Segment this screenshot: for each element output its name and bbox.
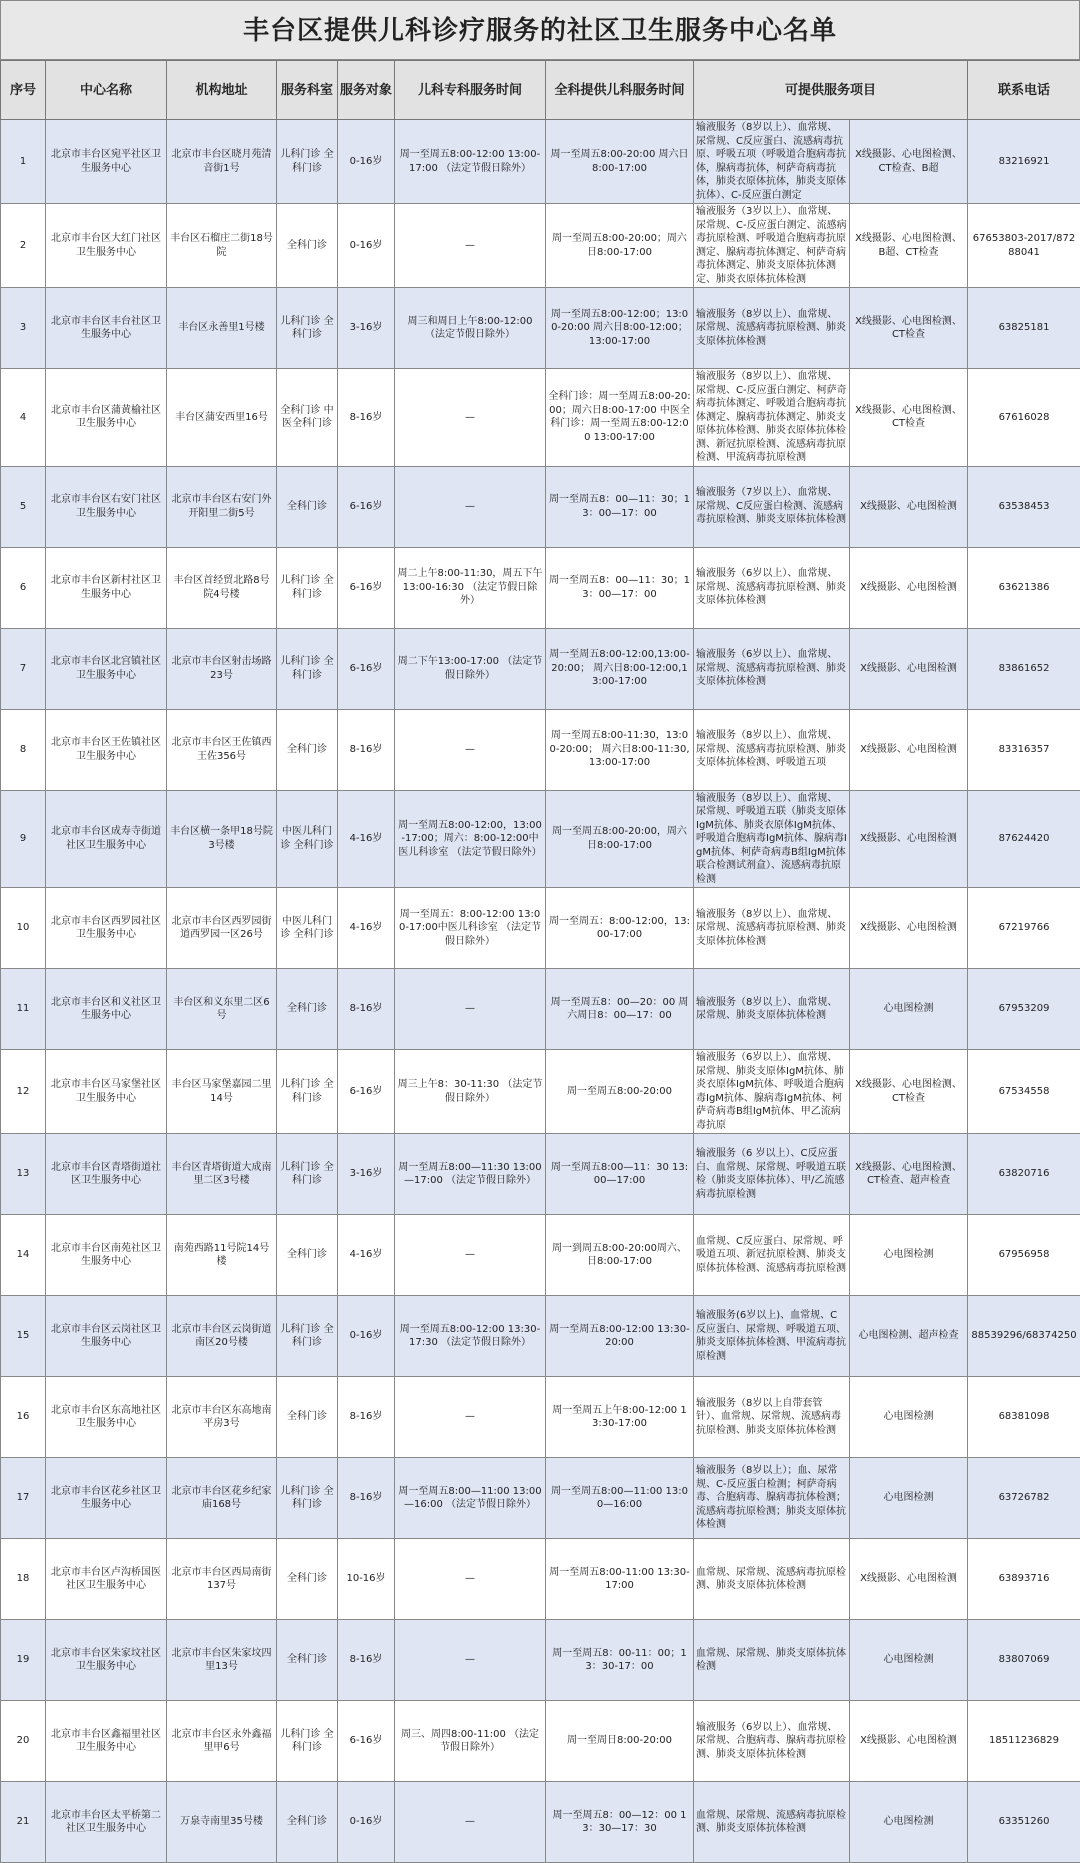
general-hours-cell: 周一至周五8：00—11：30；13：00—17：00 bbox=[546, 547, 694, 628]
phone-cell: 83807069 bbox=[968, 1620, 1080, 1701]
department-cell: 全科门诊 bbox=[277, 709, 338, 790]
service-items-cell: 输液服务（8岁以上自带套管针）、血常规、尿常规、流感病毒抗原检测、肺炎支原体抗体检测 bbox=[694, 1377, 850, 1458]
index-cell: 18 bbox=[1, 1539, 46, 1620]
equipment-cell: X线摄影、心电图检测、B超、CT检查 bbox=[850, 204, 968, 288]
department-cell: 儿科门诊 全科门诊 bbox=[277, 1701, 338, 1782]
index-cell: 7 bbox=[1, 628, 46, 709]
general-hours-cell: 周一至周五8:00-12:00 13:30-20:00 bbox=[546, 1296, 694, 1377]
address-cell: 丰台区蒲安西里16号 bbox=[167, 369, 277, 467]
address-cell: 丰台区永善里1号楼 bbox=[167, 288, 277, 369]
equipment-cell: X线摄影、心电图检测、CT检查 bbox=[850, 369, 968, 467]
clinic-table bbox=[0, 60, 1080, 1863]
header-cell: 全科提供儿科服务时间 bbox=[546, 61, 694, 120]
table-row bbox=[1, 888, 1080, 969]
age-range-cell: 8-16岁 bbox=[338, 1377, 395, 1458]
phone-cell: 67953209 bbox=[968, 969, 1080, 1050]
equipment-cell: X线摄影、心电图检测 bbox=[850, 790, 968, 888]
general-hours-cell: 周一到周五8:00-20:00周六、日8:00-17:00 bbox=[546, 1215, 694, 1296]
address-cell: 北京市丰台区永外鑫福里甲6号 bbox=[167, 1701, 277, 1782]
table-row bbox=[1, 369, 1080, 467]
center-name-cell: 北京市丰台区宛平社区卫生服务中心 bbox=[46, 120, 167, 204]
pediatric-hours-cell: 周一至周五8:00—11:30 13:00—17:00 （法定节假日除外） bbox=[395, 1134, 546, 1215]
address-cell: 丰台区首经贸北路8号院4号楼 bbox=[167, 547, 277, 628]
general-hours-cell: 周一至周五8:00—11:00 13:00—16:00 bbox=[546, 1458, 694, 1539]
table-row bbox=[1, 466, 1080, 547]
table-row bbox=[1, 1782, 1080, 1863]
age-range-cell: 8-16岁 bbox=[338, 1458, 395, 1539]
address-cell: 万泉寺南里35号楼 bbox=[167, 1782, 277, 1863]
phone-cell: 67534558 bbox=[968, 1050, 1080, 1134]
address-cell: 丰台区石榴庄二街18号院 bbox=[167, 204, 277, 288]
pediatric-hours-cell: — bbox=[395, 1215, 546, 1296]
service-items-cell: 输液服务（8岁以上）、血常规、尿常规、肺炎支原体抗体检测 bbox=[694, 969, 850, 1050]
pediatric-hours-cell: — bbox=[395, 204, 546, 288]
table-row bbox=[1, 1050, 1080, 1134]
page-title: 丰台区提供儿科诊疗服务的社区卫生服务中心名单 bbox=[0, 0, 1080, 60]
phone-cell: 87624420 bbox=[968, 790, 1080, 888]
index-cell: 17 bbox=[1, 1458, 46, 1539]
department-cell: 儿科门诊 全科门诊 bbox=[277, 1050, 338, 1134]
department-cell: 全科门诊 bbox=[277, 1215, 338, 1296]
header-cell: 机构地址 bbox=[167, 61, 277, 120]
pediatric-hours-cell: 周一至周五8:00-12:00，13:00-17:00；周六：8:00-12:00中医儿科诊室 （法定节假日除外） bbox=[395, 790, 546, 888]
phone-cell: 63538453 bbox=[968, 466, 1080, 547]
pediatric-hours-cell: 周三、周四8:00-11:00 （法定节假日除外） bbox=[395, 1701, 546, 1782]
index-cell: 12 bbox=[1, 1050, 46, 1134]
index-cell: 4 bbox=[1, 369, 46, 467]
equipment-cell: 心电图检测 bbox=[850, 1782, 968, 1863]
general-hours-cell: 周一至周五8:00-11:30，13:00-20:00； 周六日8:00-11:30,13:00-17:00 bbox=[546, 709, 694, 790]
service-items-cell: 输液服务（8岁以上）、血常规、尿常规、C反应蛋白、流感病毒抗原、呼吸五项（呼吸道合胞病毒抗体，腺病毒抗体，柯萨奇病毒抗体，肺炎衣原体抗体，肺炎支原体抗体）、C-反应蛋白测定 bbox=[694, 120, 850, 204]
equipment-cell: X线摄影、心电图检测 bbox=[850, 1701, 968, 1782]
general-hours-cell: 周一至周五8:00—11：30 13:00—17:00 bbox=[546, 1134, 694, 1215]
center-name-cell: 北京市丰台区西罗园社区卫生服务中心 bbox=[46, 888, 167, 969]
phone-cell: 63820716 bbox=[968, 1134, 1080, 1215]
department-cell: 中医儿科门诊 全科门诊 bbox=[277, 888, 338, 969]
department-cell: 全科门诊 bbox=[277, 969, 338, 1050]
general-hours-cell: 周一至周五8：00—20：00 周六周日8：00—17：00 bbox=[546, 969, 694, 1050]
center-name-cell: 北京市丰台区朱家坟社区卫生服务中心 bbox=[46, 1620, 167, 1701]
table-row bbox=[1, 1620, 1080, 1701]
department-cell: 全科门诊 bbox=[277, 204, 338, 288]
general-hours-cell: 周一至周五8:00-20:00 bbox=[546, 1050, 694, 1134]
department-cell: 儿科门诊 全科门诊 bbox=[277, 120, 338, 204]
table-row bbox=[1, 790, 1080, 888]
address-cell: 北京市丰台区王佐镇西王佐356号 bbox=[167, 709, 277, 790]
index-cell: 13 bbox=[1, 1134, 46, 1215]
age-range-cell: 8-16岁 bbox=[338, 1620, 395, 1701]
phone-cell: 63825181 bbox=[968, 288, 1080, 369]
pediatric-hours-cell: 周一至周五8:00-12:00 13:00-17:00 （法定节假日除外） bbox=[395, 120, 546, 204]
age-range-cell: 0-16岁 bbox=[338, 204, 395, 288]
table-row bbox=[1, 1377, 1080, 1458]
index-cell: 3 bbox=[1, 288, 46, 369]
center-name-cell: 北京市丰台区青塔街道社区卫生服务中心 bbox=[46, 1134, 167, 1215]
center-name-cell: 北京市丰台区蒲黄榆社区卫生服务中心 bbox=[46, 369, 167, 467]
phone-cell: 67219766 bbox=[968, 888, 1080, 969]
general-hours-cell: 周一至周五8:00-20:00 周六日8:00-17:00 bbox=[546, 120, 694, 204]
center-name-cell: 北京市丰台区成寿寺街道社区卫生服务中心 bbox=[46, 790, 167, 888]
general-hours-cell: 周一至周五：8:00-12:00，13:00-17:00 bbox=[546, 888, 694, 969]
phone-cell: 83316357 bbox=[968, 709, 1080, 790]
equipment-cell: 心电图检测 bbox=[850, 1377, 968, 1458]
age-range-cell: 6-16岁 bbox=[338, 466, 395, 547]
equipment-cell: 心电图检测 bbox=[850, 969, 968, 1050]
general-hours-cell: 周一至周日8:00-20:00 bbox=[546, 1701, 694, 1782]
service-items-cell: 血常规、C反应蛋白、尿常规、呼吸道五项、新冠抗原检测、肺炎支原体抗体检测、流感病毒抗原检测 bbox=[694, 1215, 850, 1296]
header-cell: 联系电话 bbox=[968, 61, 1080, 120]
age-range-cell: 4-16岁 bbox=[338, 888, 395, 969]
index-cell: 20 bbox=[1, 1701, 46, 1782]
index-cell: 16 bbox=[1, 1377, 46, 1458]
age-range-cell: 6-16岁 bbox=[338, 1701, 395, 1782]
index-cell: 14 bbox=[1, 1215, 46, 1296]
table-row bbox=[1, 1539, 1080, 1620]
age-range-cell: 8-16岁 bbox=[338, 969, 395, 1050]
center-name-cell: 北京市丰台区王佐镇社区卫生服务中心 bbox=[46, 709, 167, 790]
general-hours-cell: 周一至周五8:00-20:00；周六日8:00-17:00 bbox=[546, 204, 694, 288]
pediatric-hours-cell: — bbox=[395, 1782, 546, 1863]
pediatric-hours-cell: — bbox=[395, 1539, 546, 1620]
center-name-cell: 北京市丰台区南苑社区卫生服务中心 bbox=[46, 1215, 167, 1296]
pediatric-hours-cell: — bbox=[395, 709, 546, 790]
pediatric-hours-cell: 周一至周五：8:00-12:00 13:00-17:00中医儿科诊室 （法定节假日除外） bbox=[395, 888, 546, 969]
service-items-cell: 输液服务（8岁以上）、血常规、尿常规、流感病毒抗原检测、肺炎支原体抗体检测 bbox=[694, 288, 850, 369]
address-cell: 北京市丰台区西罗园街道西罗园一区26号 bbox=[167, 888, 277, 969]
pediatric-hours-cell: — bbox=[395, 1377, 546, 1458]
age-range-cell: 6-16岁 bbox=[338, 547, 395, 628]
service-items-cell: 输液服务（3岁以上）、血常规、尿常规、C-反应蛋白测定、流感病毒抗原检测、呼吸道合胞病毒抗原测定、腺病毒抗体测定、柯萨奇病毒抗体测定、肺炎支原体抗体测定、肺炎衣原体抗体检测 bbox=[694, 204, 850, 288]
equipment-cell: X线摄影、心电图检测 bbox=[850, 466, 968, 547]
pediatric-hours-cell: 周一至周五8:00-12:00 13:30-17:30 （法定节假日除外） bbox=[395, 1296, 546, 1377]
pediatric-hours-cell: 周三上午8：30-11:30 （法定节假日除外） bbox=[395, 1050, 546, 1134]
header-cell: 服务对象 bbox=[338, 61, 395, 120]
department-cell: 中医儿科门诊 全科门诊 bbox=[277, 790, 338, 888]
pediatric-hours-cell: 周二下午13:00-17:00 （法定节假日除外） bbox=[395, 628, 546, 709]
header-cell: 中心名称 bbox=[46, 61, 167, 120]
address-cell: 北京市丰台区射击场路23号 bbox=[167, 628, 277, 709]
department-cell: 儿科门诊 全科门诊 bbox=[277, 1296, 338, 1377]
equipment-cell: X线摄影、心电图检测、CT检查 bbox=[850, 288, 968, 369]
index-cell: 1 bbox=[1, 120, 46, 204]
phone-cell: 83216921 bbox=[968, 120, 1080, 204]
service-items-cell: 血常规、尿常规、肺炎支原体抗体检测 bbox=[694, 1620, 850, 1701]
center-name-cell: 北京市丰台区大红门社区卫生服务中心 bbox=[46, 204, 167, 288]
general-hours-cell: 周一至周五8：00—12：00 13：30—17：30 bbox=[546, 1782, 694, 1863]
age-range-cell: 3-16岁 bbox=[338, 288, 395, 369]
equipment-cell: X线摄影、心电图检测 bbox=[850, 1539, 968, 1620]
equipment-cell: 心电图检测 bbox=[850, 1620, 968, 1701]
equipment-cell: X线摄影、心电图检测 bbox=[850, 709, 968, 790]
service-items-cell: 输液服务（6岁以上）、血常规、尿常规、肺炎支原体IgM抗体、肺炎衣原体IgM抗体、呼吸道合胞病毒IgM抗体、腺病毒IgM抗体、柯萨奇病毒B组IgM抗体、甲乙流病毒抗原 bbox=[694, 1050, 850, 1134]
pediatric-hours-cell: 周二上午8:00-11:30，周五下午13:00-16:30 （法定节假日除外） bbox=[395, 547, 546, 628]
address-cell: 北京市丰台区右安门外开阳里二街5号 bbox=[167, 466, 277, 547]
table-row bbox=[1, 120, 1080, 204]
age-range-cell: 8-16岁 bbox=[338, 709, 395, 790]
age-range-cell: 3-16岁 bbox=[338, 1134, 395, 1215]
table-row bbox=[1, 628, 1080, 709]
phone-cell: 63726782 bbox=[968, 1458, 1080, 1539]
age-range-cell: 8-16岁 bbox=[338, 369, 395, 467]
pediatric-hours-cell: — bbox=[395, 466, 546, 547]
center-name-cell: 北京市丰台区马家堡社区卫生服务中心 bbox=[46, 1050, 167, 1134]
index-cell: 21 bbox=[1, 1782, 46, 1863]
phone-cell: 67956958 bbox=[968, 1215, 1080, 1296]
address-cell: 北京市丰台区西局南街137号 bbox=[167, 1539, 277, 1620]
center-name-cell: 北京市丰台区丰台社区卫生服务中心 bbox=[46, 288, 167, 369]
department-cell: 儿科门诊 全科门诊 bbox=[277, 547, 338, 628]
address-cell: 北京市丰台区云岗街道南区20号楼 bbox=[167, 1296, 277, 1377]
center-name-cell: 北京市丰台区卢沟桥国医社区卫生服务中心 bbox=[46, 1539, 167, 1620]
table-row bbox=[1, 709, 1080, 790]
department-cell: 全科门诊 中医全科门诊 bbox=[277, 369, 338, 467]
department-cell: 儿科门诊 全科门诊 bbox=[277, 1458, 338, 1539]
service-items-cell: 输液服务（6岁以上）、血常规、尿常规、流感病毒抗原检测、肺炎支原体抗体检测 bbox=[694, 547, 850, 628]
general-hours-cell: 周一至周五8：00-11：00；13：30-17：00 bbox=[546, 1620, 694, 1701]
center-name-cell: 北京市丰台区新村社区卫生服务中心 bbox=[46, 547, 167, 628]
index-cell: 9 bbox=[1, 790, 46, 888]
service-items-cell: 输液服务（6岁以上）、血常规、尿常规、流感病毒抗原检测、肺炎支原体抗体检测 bbox=[694, 628, 850, 709]
address-cell: 北京市丰台区晓月苑清音街1号 bbox=[167, 120, 277, 204]
age-range-cell: 6-16岁 bbox=[338, 1050, 395, 1134]
phone-cell: 83861652 bbox=[968, 628, 1080, 709]
table-row bbox=[1, 204, 1080, 288]
general-hours-cell: 周一至周五8:00-12:00；13:00-20:00 周六日8:00-12:00；13:00-17:00 bbox=[546, 288, 694, 369]
department-cell: 全科门诊 bbox=[277, 1782, 338, 1863]
address-cell: 南苑西路11号院14号楼 bbox=[167, 1215, 277, 1296]
index-cell: 19 bbox=[1, 1620, 46, 1701]
header-cell: 儿科专科服务时间 bbox=[395, 61, 546, 120]
service-items-cell: 输液服务（8岁以上）、血常规、尿常规、呼吸道五联（肺炎支原体IgM抗体、肺炎衣原体IgM抗体、呼吸道合胞病毒IgM抗体、腺病毒IgM抗体、柯萨奇病毒B组IgM抗体联合检测试剂盒）、流感病毒抗原检测 bbox=[694, 790, 850, 888]
center-name-cell: 北京市丰台区鑫福里社区卫生服务中心 bbox=[46, 1701, 167, 1782]
address-cell: 丰台区马家堡嘉园二里14号 bbox=[167, 1050, 277, 1134]
center-name-cell: 北京市丰台区右安门社区卫生服务中心 bbox=[46, 466, 167, 547]
equipment-cell: X线摄影、心电图检测 bbox=[850, 547, 968, 628]
department-cell: 儿科门诊 全科门诊 bbox=[277, 628, 338, 709]
index-cell: 15 bbox=[1, 1296, 46, 1377]
department-cell: 儿科门诊 全科门诊 bbox=[277, 288, 338, 369]
general-hours-cell: 周一至周五8：00—11：30；13：00—17：00 bbox=[546, 466, 694, 547]
header-row bbox=[1, 61, 1080, 120]
service-items-cell: 输液服务（7岁以上）、血常规、尿常规、C反应蛋白检测、流感病毒抗原检测、肺炎支原体抗体检测 bbox=[694, 466, 850, 547]
pediatric-hours-cell: — bbox=[395, 1620, 546, 1701]
header-cell: 服务科室 bbox=[277, 61, 338, 120]
phone-cell: 18511236829 bbox=[968, 1701, 1080, 1782]
equipment-cell: X线摄影、心电图检测、CT检查 bbox=[850, 1050, 968, 1134]
index-cell: 2 bbox=[1, 204, 46, 288]
phone-cell: 88539296/68374250 bbox=[968, 1296, 1080, 1377]
pediatric-hours-cell: — bbox=[395, 369, 546, 467]
department-cell: 全科门诊 bbox=[277, 1377, 338, 1458]
center-name-cell: 北京市丰台区北宫镇社区卫生服务中心 bbox=[46, 628, 167, 709]
index-cell: 8 bbox=[1, 709, 46, 790]
equipment-cell: 心电图检测、超声检查 bbox=[850, 1296, 968, 1377]
service-items-cell: 输液服务（8岁以上）、血常规、尿常规、C-反应蛋白测定、柯萨奇病毒抗体测定、呼吸道合胞病毒抗体测定、腺病毒抗体测定、肺炎支原体抗体检测、肺炎衣原体抗体检测、新冠抗原检测、流感病毒抗原检测、甲流病毒抗原检测 bbox=[694, 369, 850, 467]
center-name-cell: 北京市丰台区和义社区卫生服务中心 bbox=[46, 969, 167, 1050]
general-hours-cell: 周一至周五8:00-11:00 13:30-17:00 bbox=[546, 1539, 694, 1620]
phone-cell: 67653803-2017/87288041 bbox=[968, 204, 1080, 288]
table-row bbox=[1, 547, 1080, 628]
address-cell: 丰台区横一条甲18号院3号楼 bbox=[167, 790, 277, 888]
age-range-cell: 4-16岁 bbox=[338, 1215, 395, 1296]
age-range-cell: 0-16岁 bbox=[338, 1782, 395, 1863]
table-body bbox=[1, 120, 1080, 1863]
center-name-cell: 北京市丰台区太平桥第二社区卫生服务中心 bbox=[46, 1782, 167, 1863]
department-cell: 全科门诊 bbox=[277, 1620, 338, 1701]
center-name-cell: 北京市丰台区花乡社区卫生服务中心 bbox=[46, 1458, 167, 1539]
age-range-cell: 6-16岁 bbox=[338, 628, 395, 709]
age-range-cell: 0-16岁 bbox=[338, 1296, 395, 1377]
table-row bbox=[1, 1458, 1080, 1539]
header-cell: 序号 bbox=[1, 61, 46, 120]
service-items-cell: 输液服务（6 岁以上）、C反应蛋白、血常规、尿常规、呼吸道五联检（肺炎支原体抗体）、甲/乙流感病毒抗原检测 bbox=[694, 1134, 850, 1215]
service-items-cell: 血常规、尿常规、流感病毒抗原检测、肺炎支原体抗体检测 bbox=[694, 1539, 850, 1620]
pediatric-hours-cell: 周一至周五8:00—11:00 13:00—16:00 （法定节假日除外） bbox=[395, 1458, 546, 1539]
table-row bbox=[1, 1215, 1080, 1296]
service-items-cell: 输液服务(6岁以上)、血常规、C反应蛋白、尿常规、呼吸道五项、肺炎支原体抗体检测、甲流病毒抗原检测 bbox=[694, 1296, 850, 1377]
phone-cell: 63621386 bbox=[968, 547, 1080, 628]
equipment-cell: 心电图检测 bbox=[850, 1458, 968, 1539]
phone-cell: 63351260 bbox=[968, 1782, 1080, 1863]
department-cell: 全科门诊 bbox=[277, 466, 338, 547]
table-row bbox=[1, 1296, 1080, 1377]
age-range-cell: 4-16岁 bbox=[338, 790, 395, 888]
index-cell: 11 bbox=[1, 969, 46, 1050]
equipment-cell: X线摄影、心电图检测、CT检查、超声检查 bbox=[850, 1134, 968, 1215]
index-cell: 10 bbox=[1, 888, 46, 969]
equipment-cell: X线摄影、心电图检测 bbox=[850, 628, 968, 709]
pediatric-hours-cell: 周三和周日上午8:00-12:00 （法定节假日除外） bbox=[395, 288, 546, 369]
phone-cell: 63893716 bbox=[968, 1539, 1080, 1620]
service-items-cell: 输液服务（6岁以上）、血常规、尿常规、合胞病毒、腺病毒抗原检测、肺炎支原体抗体检测 bbox=[694, 1701, 850, 1782]
index-cell: 5 bbox=[1, 466, 46, 547]
general-hours-cell: 周一至周五8:00-20:00，周六日8:00-17:00 bbox=[546, 790, 694, 888]
department-cell: 全科门诊 bbox=[277, 1539, 338, 1620]
address-cell: 北京市丰台区朱家坟四里13号 bbox=[167, 1620, 277, 1701]
department-cell: 儿科门诊 全科门诊 bbox=[277, 1134, 338, 1215]
address-cell: 丰台区青塔街道大成南里二区3号楼 bbox=[167, 1134, 277, 1215]
age-range-cell: 0-16岁 bbox=[338, 120, 395, 204]
index-cell: 6 bbox=[1, 547, 46, 628]
service-items-cell: 输液服务（8岁以上）；血、尿常规、C-反应蛋白检测；柯萨奇病毒、合胞病毒、腺病毒抗体检测；流感病毒抗原检测；肺炎支原体抗体检测 bbox=[694, 1458, 850, 1539]
service-items-cell: 输液服务（8岁以上）、血常规、尿常规、流感病毒抗原检测、肺炎支原体抗体检测 bbox=[694, 888, 850, 969]
address-cell: 丰台区和义东里二区6号 bbox=[167, 969, 277, 1050]
header-cell: 可提供服务项目 bbox=[694, 61, 968, 120]
address-cell: 北京市丰台区东高地南平房3号 bbox=[167, 1377, 277, 1458]
age-range-cell: 10-16岁 bbox=[338, 1539, 395, 1620]
general-hours-cell: 全科门诊：周一至周五8:00-20:00；周六日8:00-17:00 中医全科门诊：周一至周五8:00-12:00 13:00-17:00 bbox=[546, 369, 694, 467]
center-name-cell: 北京市丰台区东高地社区卫生服务中心 bbox=[46, 1377, 167, 1458]
equipment-cell: X线摄影、心电图检测 bbox=[850, 888, 968, 969]
table-row bbox=[1, 1134, 1080, 1215]
address-cell: 北京市丰台区花乡纪家庙168号 bbox=[167, 1458, 277, 1539]
phone-cell: 68381098 bbox=[968, 1377, 1080, 1458]
service-items-cell: 血常规、尿常规、流感病毒抗原检测、肺炎支原体抗体检测 bbox=[694, 1782, 850, 1863]
table-row bbox=[1, 288, 1080, 369]
table-row bbox=[1, 1701, 1080, 1782]
general-hours-cell: 周一至周五上午8:00-12:00 13:30-17:00 bbox=[546, 1377, 694, 1458]
table-row bbox=[1, 969, 1080, 1050]
equipment-cell: X线摄影、心电图检测、CT检查、B超 bbox=[850, 120, 968, 204]
equipment-cell: 心电图检测 bbox=[850, 1215, 968, 1296]
pediatric-hours-cell: — bbox=[395, 969, 546, 1050]
general-hours-cell: 周一至周五8:00-12:00,13:00-20:00； 周六日8:00-12:00,13:00-17:00 bbox=[546, 628, 694, 709]
service-items-cell: 输液服务（8岁以上）、血常规、尿常规、流感病毒抗原检测、肺炎支原体抗体检测、呼吸道五项 bbox=[694, 709, 850, 790]
phone-cell: 67616028 bbox=[968, 369, 1080, 467]
center-name-cell: 北京市丰台区云岗社区卫生服务中心 bbox=[46, 1296, 167, 1377]
